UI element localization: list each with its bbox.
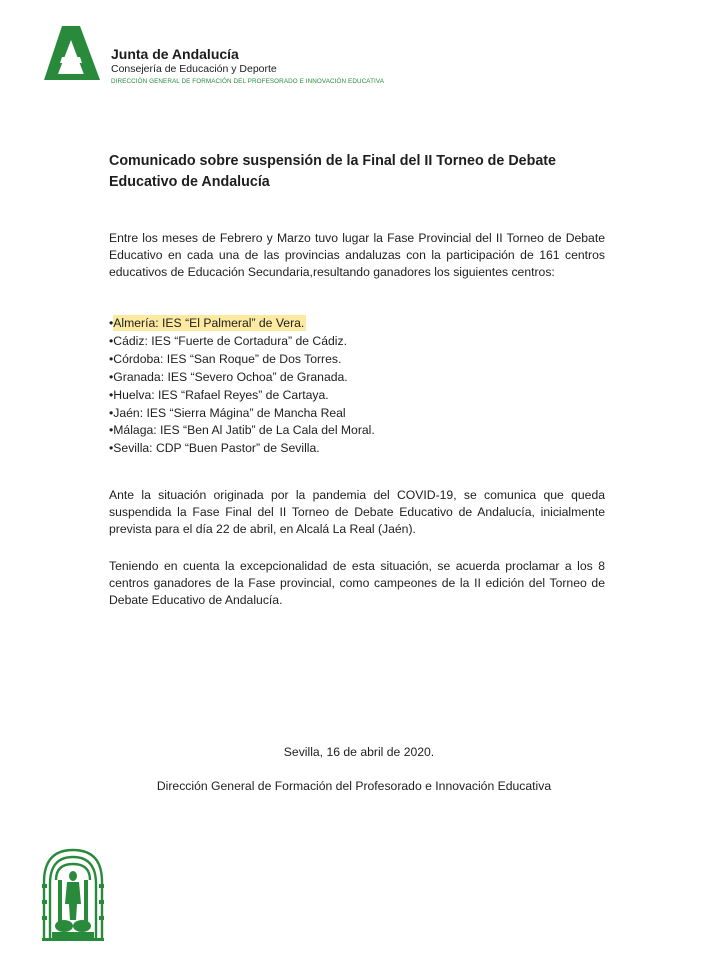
junta-andalucia-logo-icon <box>44 26 100 80</box>
list-item: •Almería: IES “El Palmeral” de Vera. <box>109 316 305 330</box>
proclamation-paragraph: Teniendo en cuenta la excepcionalidad de esta situación, se acuerda proclamar a los 8 centros ganadores de la Fase provincial, como campeones de la II edición del Torneo de Debate Educativo de Andalucía. <box>109 559 605 607</box>
list-item: •Jaén: IES “Sierra Mágina” de Mancha Real <box>109 405 346 420</box>
winner-text: Granada: IES “Severo Ochoa” de Granada. <box>113 369 348 384</box>
winner-text: Cádiz: IES “Fuerte de Cortadura” de Cádiz. <box>113 333 347 348</box>
winner-text: Málaga: IES “Ben Al Jatib” de La Cala del Moral. <box>113 423 375 438</box>
letterhead-text <box>111 46 384 86</box>
title-line-2: Educativo de Andalucía <box>109 174 270 190</box>
winner-text: Córdoba: IES “San Roque” de Dos Torres. <box>113 351 342 366</box>
winner-text: Almería: IES “El Palmeral” de Vera. <box>113 316 305 330</box>
list-item: •Málaga: IES “Ben Al Jatib” de La Cala del Moral. <box>109 423 375 438</box>
list-item: •Sevilla: CDP “Buen Pastor” de Sevilla. <box>109 441 320 456</box>
winners-list <box>109 315 605 458</box>
list-item: •Huelva: IES “Rafael Reyes” de Cartaya. <box>109 387 329 402</box>
andalucia-coat-of-arms-icon <box>40 844 106 942</box>
winner-text: Huelva: IES “Rafael Reyes” de Cartaya. <box>113 387 329 402</box>
title-line-1: Comunicado sobre suspensión de la Final del II Torneo de Debate <box>109 153 556 169</box>
list-item: •Cádiz: IES “Fuerte de Cortadura” de Cádiz. <box>109 333 347 348</box>
document-title <box>109 151 605 193</box>
suspension-paragraph: Ante la situación originada por la pandemia del COVID-19, se comunica que queda suspendida la Fase Final del II Torneo de Debate Educativo de Andalucía, inicialmente prevista para el día 22 de abril, en Alcalá La Real (Jaén). <box>109 488 605 536</box>
intro-paragraph: Entre los meses de Febrero y Marzo tuvo lugar la Fase Provincial del II Torneo de Debate Educativo en cada una de las provincias andaluzas con la participación de 161 centros educativos de Educación Secundaria,resultando ganadores los siguientes centros: <box>109 231 605 279</box>
directorate-name: DIRECCIÓN GENERAL DE FORMACIÓN DEL PROFESORADO E INNOVACIÓN EDUCATIVA <box>111 78 385 85</box>
signature-line: Dirección General de Formación del Profesorado e Innovación Educativa <box>156 779 552 793</box>
winner-text: Sevilla: CDP “Buen Pastor” de Sevilla. <box>113 441 320 456</box>
list-item: •Córdoba: IES “San Roque” de Dos Torres. <box>109 351 342 366</box>
org-name: Junta de Andalucía <box>111 46 239 62</box>
list-item: •Granada: IES “Severo Ochoa” de Granada. <box>109 369 348 384</box>
winner-text: Jaén: IES “Sierra Mágina” de Mancha Real <box>113 405 346 420</box>
department-name: Consejería de Educación y Deporte <box>111 63 277 75</box>
document-date: Sevilla, 16 de abril de 2020. <box>283 745 435 759</box>
letterhead <box>44 26 444 86</box>
